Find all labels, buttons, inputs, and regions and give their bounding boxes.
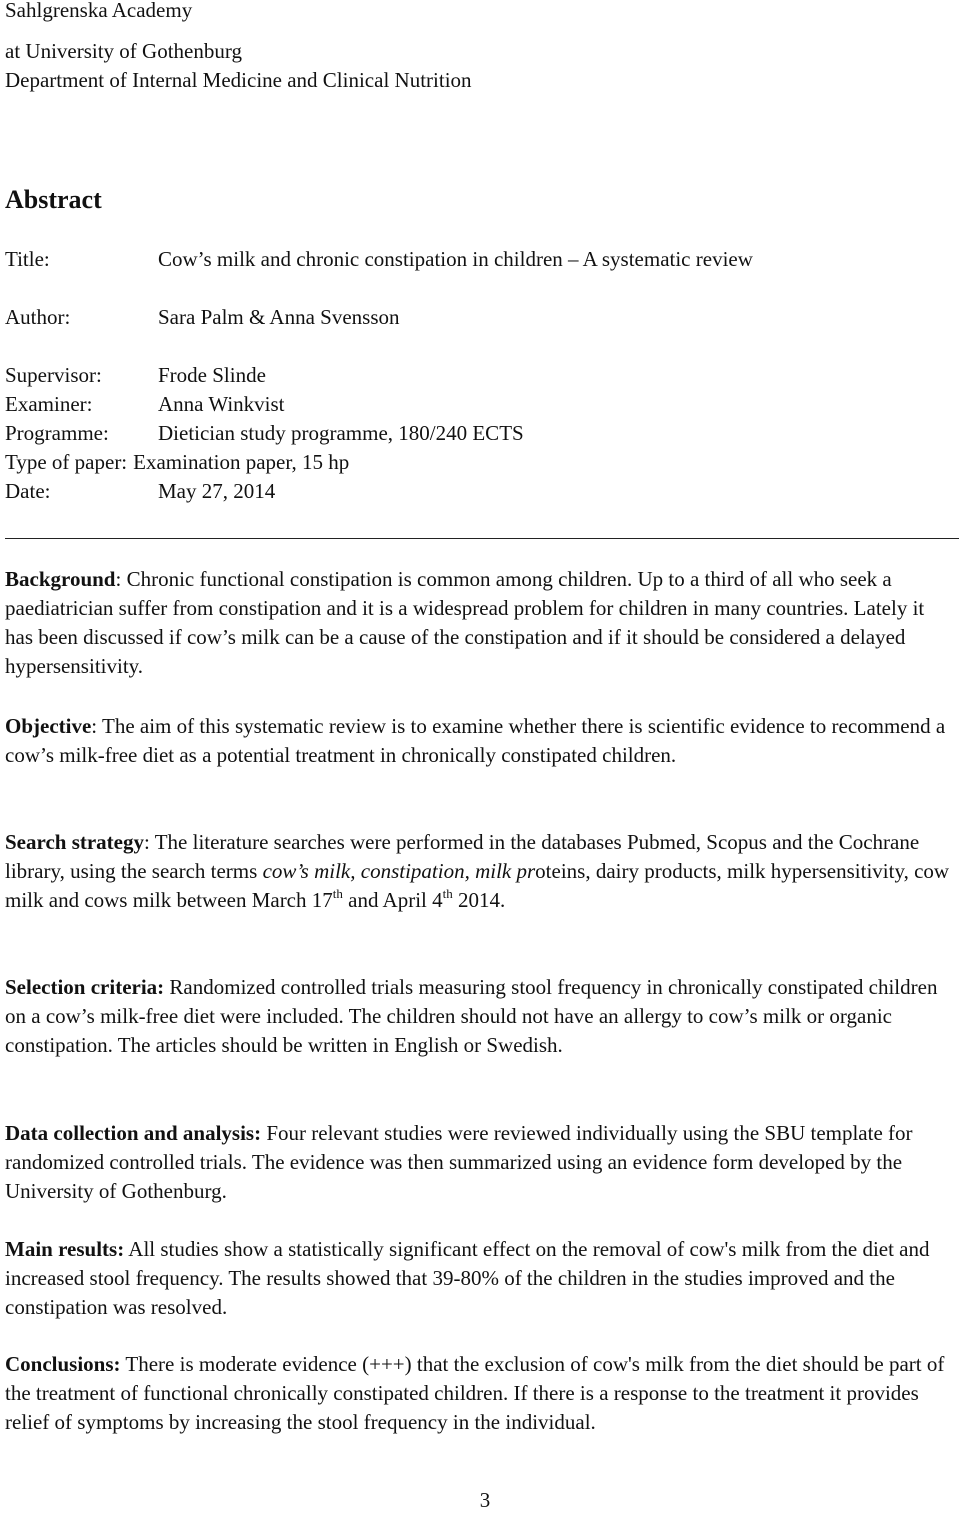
meta-programme-row	[5, 419, 524, 448]
search-date-suffix-1: th	[332, 886, 343, 901]
data-collection-label: Data collection and analysis:	[5, 1121, 262, 1145]
search-strategy-text-middle: and April 4	[342, 888, 443, 912]
meta-supervisor-row	[5, 361, 266, 390]
meta-title-value: Cow’s milk and chronic constipation in children – A systematic review	[158, 247, 753, 271]
meta-programme-value: Dietician study programme, 180/240 ECTS	[158, 421, 524, 445]
search-date-suffix-2: th	[442, 886, 453, 901]
meta-date-value: May 27, 2014	[158, 479, 276, 503]
meta-title-label: Title:	[5, 247, 50, 271]
objective-text: : The aim of this systematic review is to examine whether there is scientific evidence to recommend a cow’s milk-free diet as a potential treatment in chronically constipated children.	[5, 714, 946, 767]
meta-programme-label: Programme:	[5, 421, 109, 445]
meta-supervisor-label: Supervisor:	[5, 363, 102, 387]
institution-name: Sahlgrenska Academy	[5, 0, 193, 22]
meta-paper-type-value: Examination paper, 15 hp	[133, 450, 350, 474]
meta-paper-type-row	[5, 448, 349, 477]
abstract-heading: Abstract	[5, 185, 102, 214]
meta-examiner-label: Examiner:	[5, 392, 93, 416]
meta-author-row	[5, 303, 400, 332]
search-strategy-text-before: : The literature searches were performed in the databases Pubmed, Scopus and the Cochrane library, using the search terms	[5, 830, 920, 883]
search-strategy-terms-rest: oteins, dairy products, milk hypersensitivity, cow milk and cows milk between March 17	[5, 859, 950, 912]
data-collection-text: Four relevant studies were reviewed individually using the SBU template for randomized controlled trials. The evidence was then summarized using an evidence form developed by the University of Gothenburg.	[5, 1121, 913, 1203]
meta-paper-type-label: Type of paper:	[5, 450, 128, 474]
meta-author-value: Sara Palm & Anna Svensson	[158, 305, 400, 329]
meta-date-label: Date:	[5, 479, 51, 503]
meta-author-label: Author:	[5, 305, 71, 329]
search-strategy-label: Search strategy	[5, 830, 144, 854]
search-strategy-section	[5, 828, 955, 915]
meta-supervisor-value: Frode Slinde	[158, 363, 266, 387]
conclusions-label: Conclusions:	[5, 1352, 121, 1376]
selection-criteria-text: Randomized controlled trials measuring stool frequency in chronically constipated children on a cow’s milk-free diet were included. The children should not have an allergy to cow’s milk or organic constipation. The articles should be written in English or Swedish.	[5, 975, 938, 1057]
background-section	[5, 565, 955, 681]
department-name: Department of Internal Medicine and Clinical Nutrition	[5, 68, 472, 92]
objective-section	[5, 712, 955, 770]
meta-examiner-value: Anna Winkvist	[158, 392, 285, 416]
main-results-label: Main results:	[5, 1237, 125, 1261]
selection-criteria-label: Selection criteria:	[5, 975, 165, 999]
search-terms-italic: cow’s milk, constipation, milk pr	[262, 859, 536, 883]
university-name: at University of Gothenburg	[5, 39, 242, 63]
meta-examiner-row	[5, 390, 285, 419]
conclusions-section	[5, 1350, 955, 1437]
main-results-section	[5, 1235, 955, 1322]
page-number: 3	[479, 1488, 491, 1512]
main-results-text: All studies show a statistically significant effect on the removal of cow's milk from the diet and increased stool frequency. The results showed that 39-80% of the children in the studies improved and the constipation was resolved.	[5, 1237, 930, 1319]
search-strategy-text-end: 2014.	[452, 888, 506, 912]
conclusions-text: There is moderate evidence (+++) that the exclusion of cow's milk from the diet should be part of the treatment of functional chronically constipated children. If there is a response to the treatment it provides relief of symptoms by increasing the stool frequency in the individual.	[5, 1352, 945, 1434]
objective-label: Objective	[5, 714, 92, 738]
background-label: Background	[5, 567, 116, 591]
meta-title-row	[5, 245, 753, 274]
data-collection-section	[5, 1119, 955, 1206]
section-divider	[5, 538, 959, 539]
meta-date-row	[5, 477, 275, 506]
background-text: : Chronic functional constipation is common among children. Up to a third of all who seek a paediatrician suffer from constipation and it is a widespread problem for children in many countries. Lately it has been discussed if cow’s milk can be a cause of the constipation and if it should be considered a delayed hypersensitivity.	[5, 567, 925, 678]
selection-criteria-section	[5, 973, 955, 1060]
